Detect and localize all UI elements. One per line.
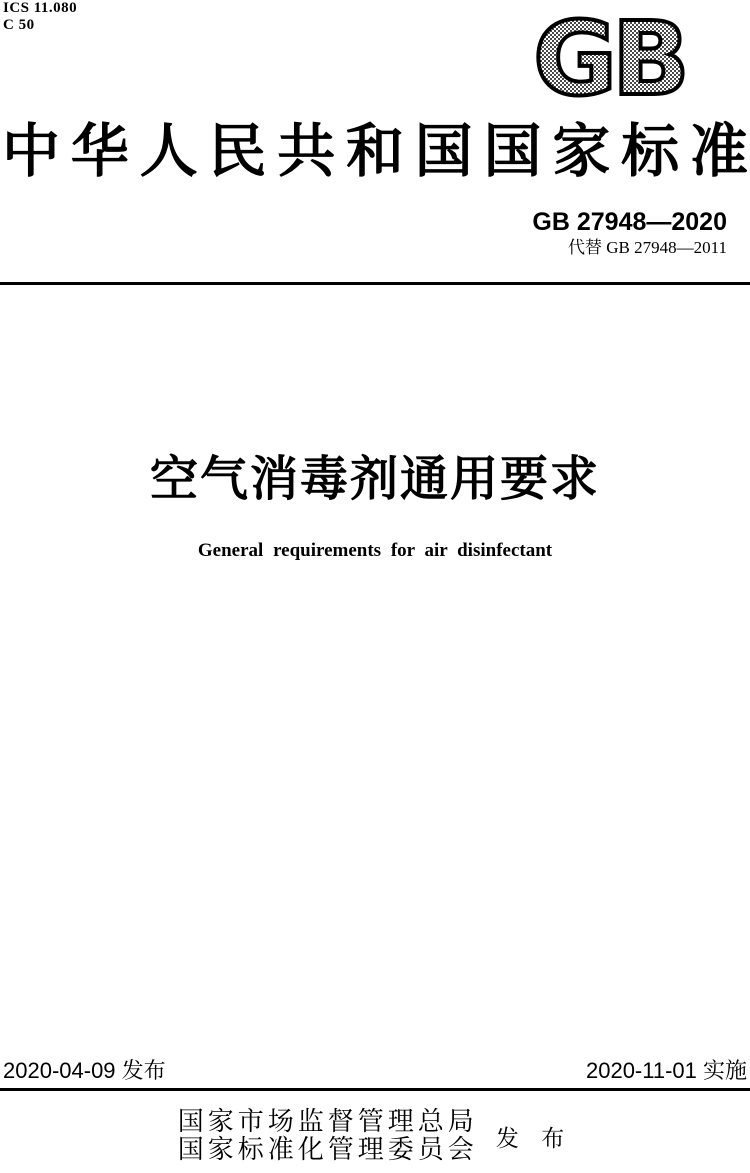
document-title-english: General requirements for air disinfectant — [197, 540, 553, 561]
class-code: C 50 — [3, 17, 35, 33]
date-row — [3, 1058, 747, 1084]
issue-date: 2020-04-09 发布 — [3, 1058, 166, 1083]
implement-date: 2020-11-01 实施 — [585, 1058, 747, 1083]
publisher-block — [0, 1108, 750, 1164]
national-standard-heading: 中华人民共和国国家标准 — [2, 119, 748, 184]
publisher-line2: 国家标准化管理委员会 — [177, 1135, 478, 1164]
publisher-organizations — [178, 1108, 478, 1164]
publish-label: 发 布 — [495, 1124, 573, 1151]
publisher-line1: 国家市场监督管理总局 — [177, 1107, 478, 1136]
gb-emblem-icon — [518, 6, 700, 103]
document-title-chinese: 空气消毒剂通用要求 — [149, 453, 600, 506]
standard-number-block — [532, 208, 727, 258]
ics-code: ICS 11.080 — [3, 0, 78, 16]
standard-number: GB 27948—2020 — [532, 208, 727, 236]
gb-emblem-text: GB — [533, 6, 685, 103]
top-divider — [0, 282, 750, 285]
replaced-standard: 代替 GB 27948—2011 — [568, 238, 727, 257]
classification-codes — [3, 0, 77, 34]
bottom-divider — [0, 1088, 750, 1091]
